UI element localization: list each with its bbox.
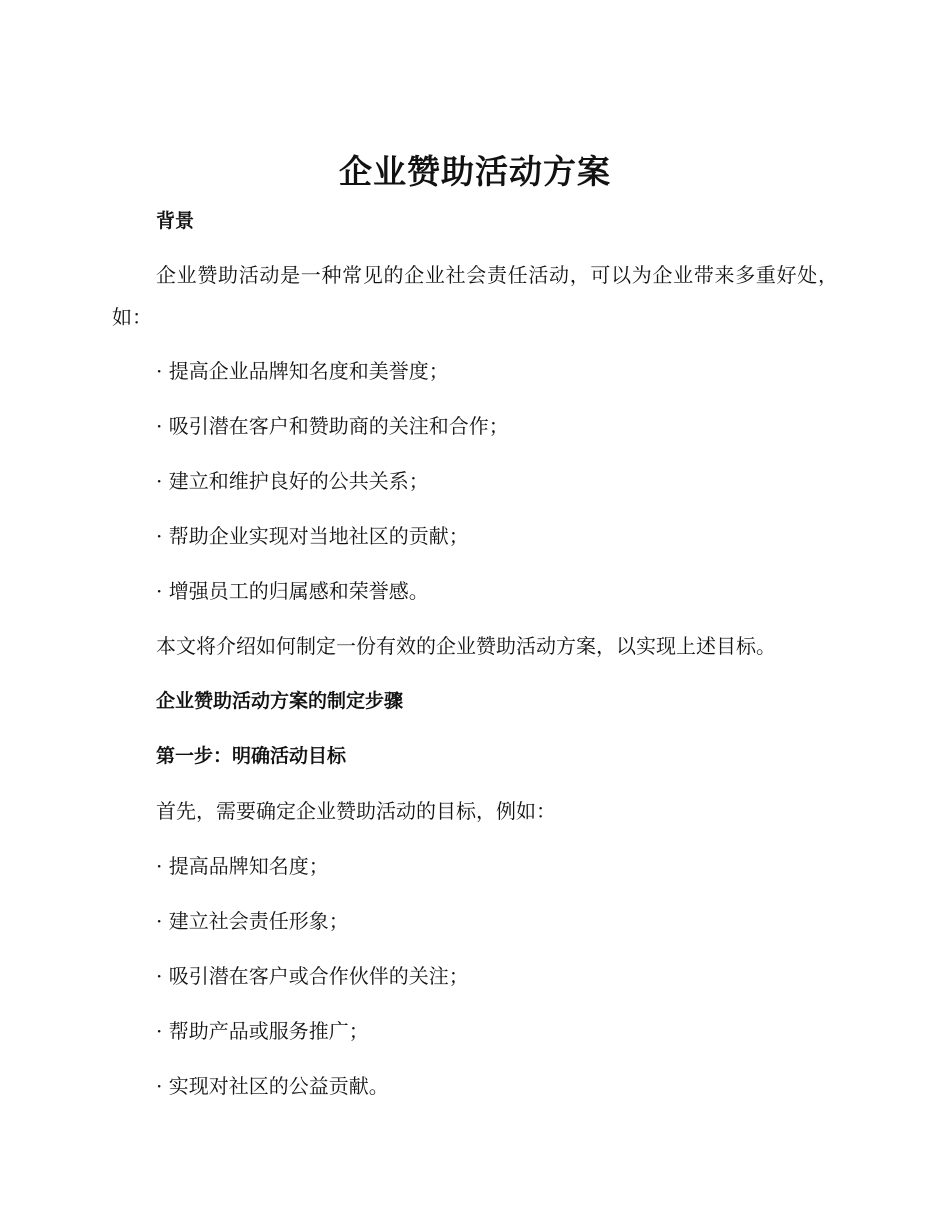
intro-paragraph: 企业赞助活动是一种常见的企业社会责任活动，可以为企业带来多重好处，如：: [112, 263, 838, 329]
goal-item-5: · 实现对社区的公益贡献。: [156, 1074, 389, 1098]
section-heading-background: 背景: [156, 210, 195, 232]
goal-item-4: · 帮助产品或服务推广；: [156, 1019, 369, 1043]
goal-item-1: · 提高品牌知名度；: [156, 854, 329, 878]
benefit-item-4: · 帮助企业实现对当地社区的贡献；: [156, 524, 469, 548]
benefit-item-3: · 建立和维护良好的公共关系；: [156, 469, 429, 493]
goal-item-3: · 吸引潜在客户或合作伙伴的关注；: [156, 964, 469, 988]
step1-intro-paragraph: 首先，需要确定企业赞助活动的目标，例如：: [156, 799, 556, 823]
goal-item-2: · 建立社会责任形象；: [156, 909, 349, 933]
benefit-item-1: · 提高企业品牌知名度和美誉度；: [156, 359, 449, 383]
purpose-paragraph: 本文将介绍如何制定一份有效的企业赞助活动方案，以实现上述目标。: [156, 634, 776, 658]
section-heading-steps: 企业赞助活动方案的制定步骤: [156, 690, 404, 712]
benefit-item-5: · 增强员工的归属感和荣誉感。: [156, 579, 429, 603]
benefit-item-2: · 吸引潜在客户和赞助商的关注和合作；: [156, 414, 509, 438]
document-title: 企业赞助活动方案: [339, 152, 611, 191]
step1-heading: 第一步：明确活动目标: [156, 745, 347, 767]
